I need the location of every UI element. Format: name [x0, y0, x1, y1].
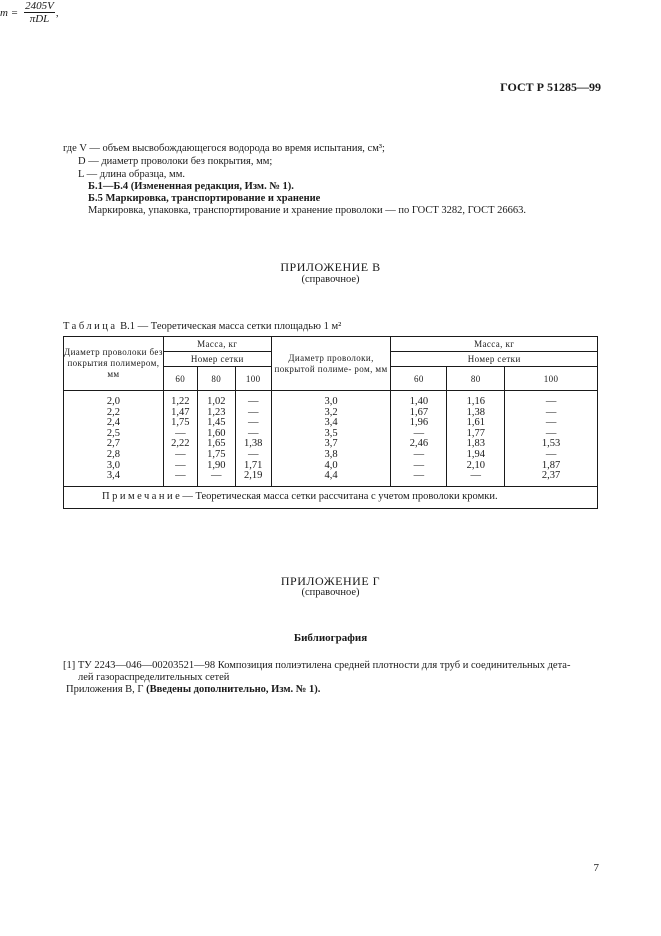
table-cell: 2,46 — [409, 438, 429, 450]
appendix-g-title: ПРИЛОЖЕНИЕ Г — [280, 574, 381, 588]
appendix-v-title: ПРИЛОЖЕНИЕ В — [280, 260, 381, 274]
table-cell: 3,7 — [324, 438, 338, 450]
table-cell: 1,60 — [207, 427, 226, 439]
table-cell: 1,65 — [207, 438, 226, 450]
right-mesh-60: 60 — [391, 367, 447, 391]
col-left-diam — [64, 391, 164, 487]
table-cell: — — [247, 427, 259, 439]
formula-denominator: πDL — [29, 13, 50, 25]
table-cell: 1,96 — [409, 417, 429, 429]
table-cell: 1,75 — [207, 448, 226, 460]
table-cell: — — [413, 470, 425, 482]
table-cell: 1,23 — [207, 406, 226, 418]
table-cell: 1,38 — [466, 406, 485, 418]
table-cell: 1,71 — [244, 459, 263, 471]
table-cell: 1,75 — [171, 417, 190, 429]
table-cell: 1,61 — [466, 417, 485, 429]
table-cell: 3,5 — [324, 427, 338, 439]
table-cell: — — [247, 396, 259, 407]
col-right-diam — [271, 391, 391, 487]
table-cell: — — [413, 448, 425, 460]
table-cell: 2,4 — [106, 417, 120, 429]
definition-l: L — длина образца, мм. — [78, 169, 185, 180]
standard-header: ГОСТ Р 51285—99 — [500, 80, 601, 94]
col-right-m60 — [391, 391, 447, 487]
table-cell: 2,19 — [244, 470, 263, 482]
table-note — [64, 486, 598, 508]
formula-trail: , — [55, 6, 59, 19]
table-cell: 3,4 — [106, 470, 120, 482]
table-cell: — — [545, 417, 557, 429]
table-cell: 2,10 — [466, 459, 485, 471]
table-cell: 3,0 — [106, 459, 120, 471]
table-cell: — — [545, 448, 557, 460]
appendices-note-prefix: Приложения В, Г — [66, 684, 144, 695]
appendix-v-subtitle: (справочное) — [301, 274, 360, 285]
table-cell: 2,5 — [106, 427, 120, 439]
formula-fraction — [24, 0, 55, 25]
mass-table — [63, 336, 598, 509]
left-diameter-header: Диаметр проволоки без покрытия полимером, мм — [64, 337, 164, 391]
table-cell: 1,40 — [409, 396, 429, 407]
formula-lhs: m = — [0, 6, 19, 19]
appendix-g-subtitle: (справочное) — [301, 587, 360, 598]
table-cell: — — [175, 459, 186, 471]
section-b5-title: Б.5 Маркировка, транспортирование и хранение — [88, 193, 321, 204]
table-cell: 1,53 — [541, 438, 561, 450]
table-cell: — — [545, 427, 557, 439]
appendices-note — [66, 683, 320, 696]
table-cell: — — [211, 470, 222, 482]
table-cell: — — [175, 427, 186, 439]
table-cell: — — [470, 470, 481, 482]
left-mass-header: Масса, кг — [163, 337, 271, 352]
table-caption-text: В.1 — Теоретическая масса сетки площадью 1 м² — [120, 321, 342, 332]
col-right-m100 — [505, 391, 598, 487]
table-cell: 2,22 — [171, 438, 190, 450]
right-mesh-header: Номер сетки — [391, 352, 598, 367]
table-cell: 2,7 — [106, 438, 120, 450]
table-cell: 3,0 — [324, 396, 338, 407]
table-note-text: — Теоретическая масса сетки рассчитана с учетом проволоки кромки. — [182, 490, 498, 502]
right-mesh-100: 100 — [505, 367, 598, 391]
table-cell: — — [175, 470, 186, 482]
table-cell: — — [247, 406, 259, 418]
bibliography-title: Библиография — [293, 632, 368, 644]
table-cell: 1,94 — [466, 448, 485, 460]
table-cell: 1,87 — [541, 459, 561, 471]
table-cell: 1,77 — [466, 427, 485, 439]
table-cell: 4,0 — [324, 459, 338, 471]
definition-d: D — диаметр проволоки без покрытия, мм; — [78, 156, 273, 167]
table-cell: — — [413, 427, 425, 439]
table-cell: 4,4 — [324, 470, 338, 482]
left-mesh-60: 60 — [163, 367, 197, 391]
table-cell: 3,4 — [324, 417, 338, 429]
table-cell: 2,8 — [106, 448, 120, 460]
table-cell: — — [247, 448, 259, 460]
table-cell: 1,83 — [466, 438, 485, 450]
col-left-m80 — [197, 391, 235, 487]
table-cell: 1,47 — [171, 406, 190, 418]
table-cell: 1,02 — [207, 396, 226, 407]
left-mesh-80: 80 — [197, 367, 235, 391]
bibliography-entry-line1: [1] ТУ 2243—046—00203521—98 Композиция полиэтилена средней плотности для труб и соединительных дета- — [63, 660, 571, 671]
bibliography-entry-line2: лей газораспределительных сетей — [78, 672, 230, 683]
definition-v: где V — объем высвобождающегося водорода во время испытания, см³; — [63, 143, 385, 154]
left-mesh-100: 100 — [235, 367, 271, 391]
table-cell: — — [545, 396, 557, 407]
table-cell: — — [175, 448, 186, 460]
col-left-m60 — [163, 391, 197, 487]
table-caption-label: Таблица — [63, 321, 118, 332]
amendment-note: Б.1—Б.4 (Измененная редакция, Изм. № 1). — [88, 181, 294, 192]
table-cell: 1,45 — [207, 417, 226, 429]
table-cell: — — [247, 417, 259, 429]
table-cell: 3,2 — [324, 406, 338, 418]
formula-numerator: 2405V — [25, 0, 54, 12]
col-right-m80 — [447, 391, 505, 487]
table-cell: 2,37 — [541, 470, 561, 482]
table-cell: 2,2 — [106, 406, 120, 418]
table-note-label: Примечание — [102, 490, 183, 502]
page-number: 7 — [593, 862, 599, 874]
table-cell: — — [545, 406, 557, 418]
formula — [0, 0, 661, 25]
right-mesh-80: 80 — [447, 367, 505, 391]
right-mass-header: Масса, кг — [391, 337, 598, 352]
appendices-note-bold: (Введены дополнительно, Изм. № 1). — [146, 684, 321, 695]
section-b5-body: Маркировка, упаковка, транспортирование и хранение проволоки — по ГОСТ 3282, ГОСТ 26663. — [88, 205, 527, 216]
table-cell: — — [413, 459, 425, 471]
table-cell: 1,67 — [409, 406, 429, 418]
table-cell: 1,16 — [466, 396, 485, 407]
table-caption — [63, 321, 341, 332]
table-cell: 2,0 — [106, 396, 120, 407]
table-cell: 3,8 — [324, 448, 338, 460]
table-cell: 1,22 — [171, 396, 190, 407]
col-left-m100 — [235, 391, 271, 487]
left-mesh-header: Номер сетки — [163, 352, 271, 367]
table-cell: 1,90 — [207, 459, 226, 471]
table-cell: 1,38 — [244, 438, 263, 450]
mid-diameter-header: Диаметр проволоки, покрытой полиме- ром, мм — [271, 337, 391, 391]
